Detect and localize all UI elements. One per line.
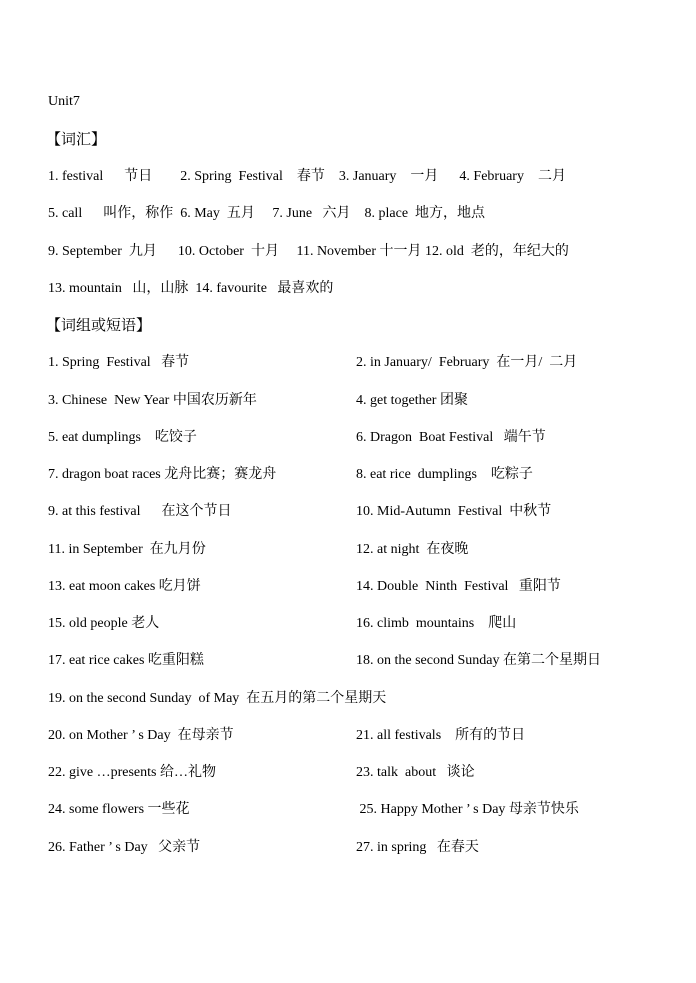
phrase-item: 8. eat rice dumplings 吃粽子: [356, 467, 533, 482]
vocab-line: 13. mountain 山，山脉 14. favourite 最喜欢的: [48, 281, 334, 296]
phrase-item: 23. talk about 谈论: [356, 765, 475, 780]
phrase-item: 3. Chinese New Year 中国农历新年: [48, 393, 257, 408]
vocab-line: 1. festival 节日 2. Spring Festival 春节 3. January 一月 4. February 二月: [48, 169, 566, 184]
phrase-item: 14. Double Ninth Festival 重阳节: [356, 579, 561, 594]
phrase-item: 10. Mid-Autumn Festival 中秋节: [356, 504, 552, 519]
phrase-item: 22. give …presents 给…礼物: [48, 765, 216, 780]
phrase-heading: 【词组或短语】: [46, 318, 152, 334]
phrase-item: 1. Spring Festival 春节: [48, 355, 190, 370]
unit-title: Unit7: [48, 94, 80, 109]
vocab-line: 9. September 九月 10. October 十月 11. November 十一月 12. old 老的，年纪大的: [48, 244, 569, 259]
phrase-item: 24. some flowers 一些花: [48, 802, 190, 817]
phrase-item: 21. all festivals 所有的节日: [356, 728, 526, 743]
phrase-item: 9. at this festival 在这个节日: [48, 504, 232, 519]
phrase-item: 2. in January/ February 在一月/ 二月: [356, 355, 578, 370]
vocab-line: 5. call 叫作，称作 6. May 五月 7. June 六月 8. place 地方，地点: [48, 206, 486, 221]
phrase-item: 17. eat rice cakes 吃重阳糕: [48, 653, 204, 668]
phrase-item: 25. Happy Mother ’ s Day 母亲节快乐: [356, 802, 579, 817]
phrase-item: 18. on the second Sunday 在第二个星期日: [356, 653, 601, 668]
vocab-heading: 【词汇】: [46, 132, 107, 148]
phrase-item: 4. get together 团聚: [356, 393, 468, 408]
phrase-item: 12. at night 在夜晚: [356, 542, 469, 557]
phrase-item: 11. in September 在九月份: [48, 542, 206, 557]
phrase-item: 16. climb mountains 爬山: [356, 616, 517, 631]
phrase-item: 6. Dragon Boat Festival 端午节: [356, 430, 546, 445]
phrase-item: 15. old people 老人: [48, 616, 160, 631]
phrase-item: 20. on Mother ’ s Day 在母亲节: [48, 728, 234, 743]
phrase-item: 5. eat dumplings 吃饺子: [48, 430, 197, 445]
phrase-item: 27. in spring 在春天: [356, 840, 479, 855]
phrase-item: 7. dragon boat races 龙舟比赛；赛龙舟: [48, 467, 277, 482]
phrase-item: 19. on the second Sunday of May 在五月的第二个星期天: [48, 691, 387, 706]
phrase-item: 26. Father ’ s Day 父亲节: [48, 840, 201, 855]
phrase-item: 13. eat moon cakes 吃月饼: [48, 579, 201, 594]
